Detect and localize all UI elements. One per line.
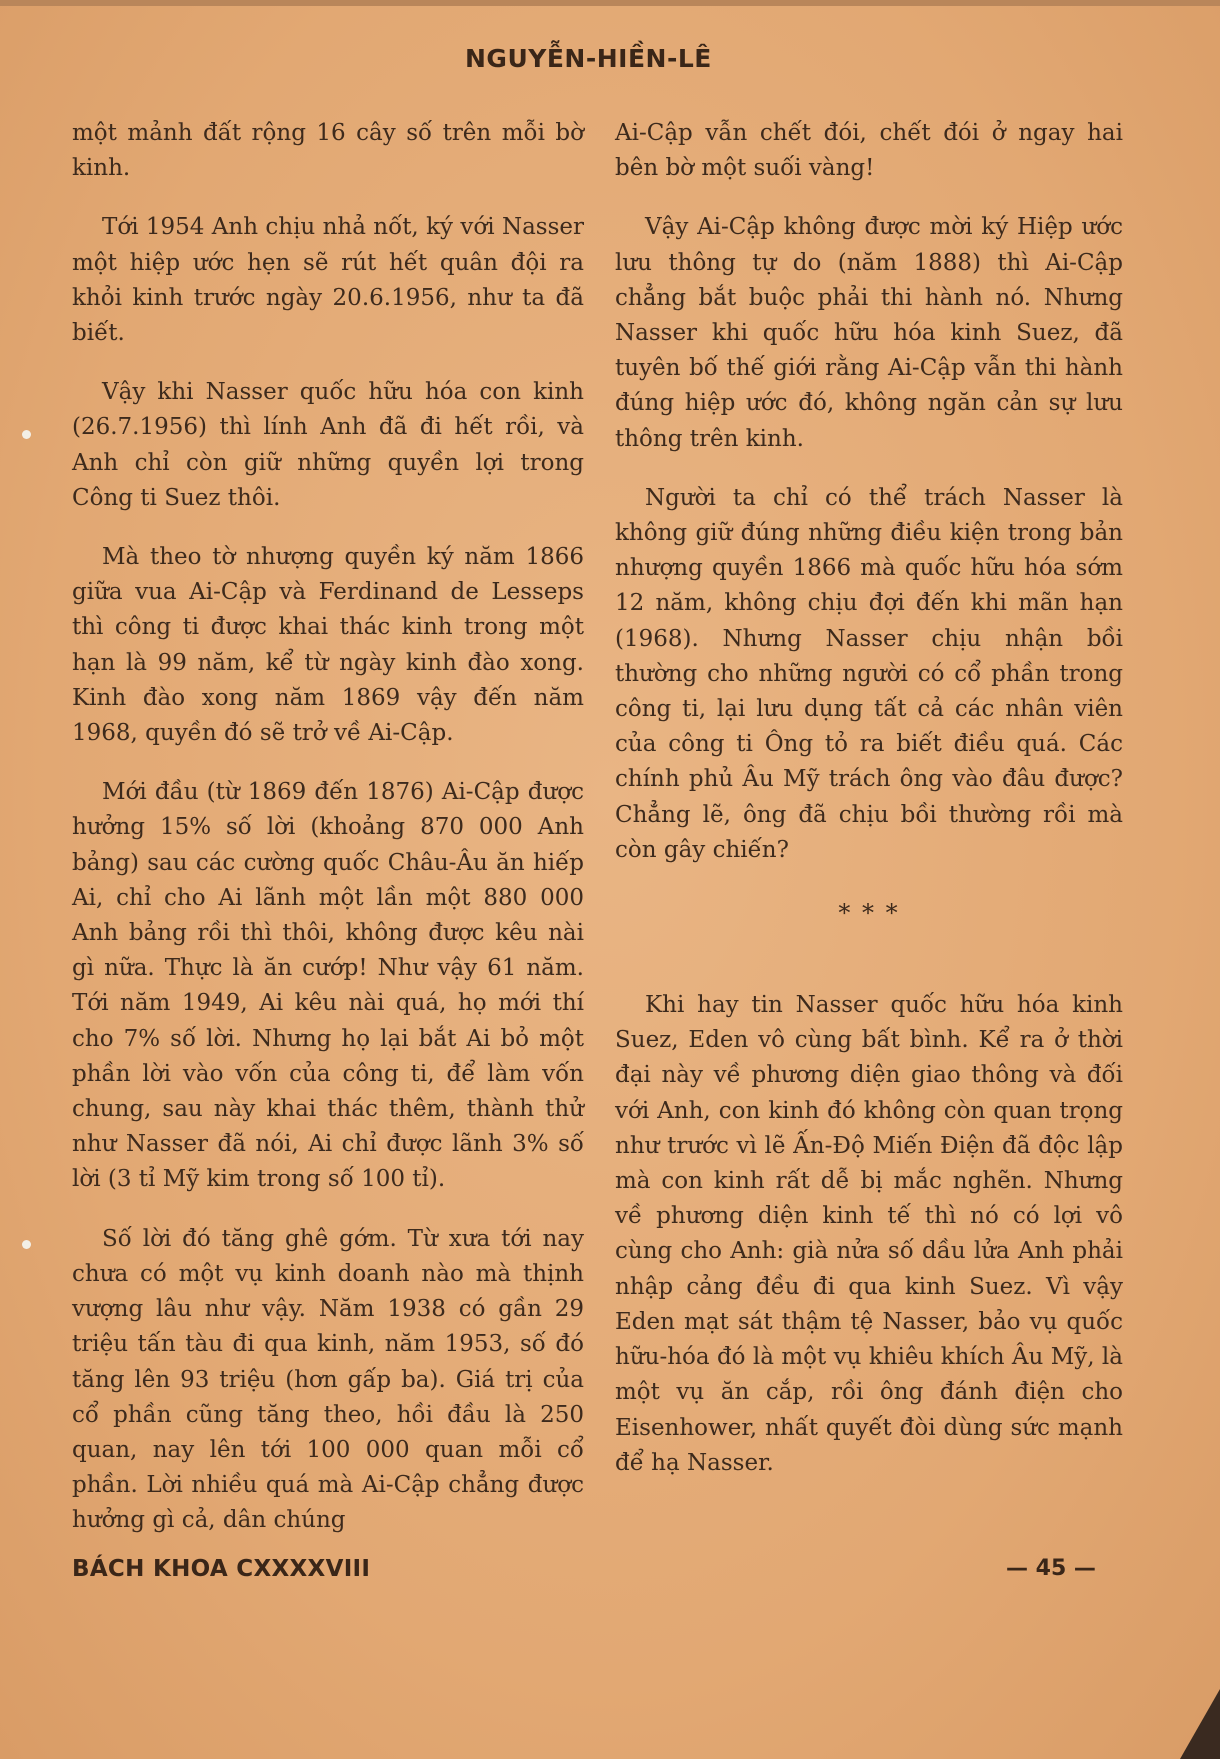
page-corner-fold: [1180, 1689, 1220, 1759]
page-number: — 45 —: [1006, 1556, 1096, 1581]
right-column: [615, 116, 1123, 1505]
publication-footer: BÁCH KHOA CXXXXVIII: [72, 1556, 371, 1582]
right-paragraph-4: Khi hay tin Nasser quốc hữu hóa kinh Suez, Eden vô cùng bất bình. Kể ra ở thời đại này về phương diện giao thông và đối với Anh, con kinh đó không còn quan trọng như trước vì lẽ Ấn-Độ Miến Điện đã độc lập mà con kinh rất dễ bị mắc nghẽn. Nhưng về phương diện kinh tế thì nó có lợi vô cùng cho Anh: già nửa số dầu lửa Anh phải nhập cảng đều đi qua kinh Suez. Vì vậy Eden mạt sát thậm tệ Nasser, bảo vụ quốc hữu-hóa đó là một vụ khiêu khích Âu Mỹ, là một vụ ăn cắp, rồi ông đánh điện cho Eisenhower, nhất quyết đòi dùng sức mạnh để hạ Nasser.: [615, 992, 1123, 1476]
right-paragraph-1: Ai-Cập vẫn chết đói, chết đói ở ngay hai bên bờ một suối vàng!: [615, 120, 1123, 182]
punch-hole: [22, 1240, 31, 1249]
left-paragraph-1: một mảnh đất rộng 16 cây số trên mỗi bờ kinh.: [72, 120, 584, 182]
left-paragraph-5: Mới đầu (từ 1869 đến 1876) Ai-Cập được hưởng 15% số lời (khoảng 870 000 Anh bảng) sau các cường quốc Châu-Âu ăn hiếp Ai, chỉ cho Ai lãnh một lần một 880 000 Anh bảng rồi thì thôi, không được kêu nài gì nữa. Thực là ăn cướp! Như vậy 61 năm. Tới năm 1949, Ai kêu nài quá, họ mới thí cho 7% số lời. Nhưng họ lại bắt Ai bỏ một phần lời vào vốn của công ti, để làm vốn chung, sau này khai thác thêm, thành thử như Nasser đã nói, Ai chỉ được lãnh 3% số lời (3 tỉ Mỹ kim trong số 100 tỉ).: [72, 779, 584, 1193]
left-paragraph-4: Mà theo tờ nhượng quyền ký năm 1866 giữa vua Ai-Cập và Ferdinand de Lesseps thì công ti được khai thác kinh trong một hạn là 99 năm, kể từ ngày kinh đào xong. Kinh đào xong năm 1869 vậy đến năm 1968, quyền đó sẽ trở về Ai-Cập.: [72, 544, 584, 747]
left-paragraph-2: Tới 1954 Anh chịu nhả nốt, ký với Nasser một hiệp ước hẹn sẽ rút hết quân đội ra khỏi kinh trước ngày 20.6.1956, như ta đã biết.: [72, 214, 584, 347]
left-paragraph-3: Vậy khi Nasser quốc hữu hóa con kinh (26.7.1956) thì lính Anh đã đi hết rồi, và Anh chỉ còn giữ những quyền lợi trong Công ti Suez thôi.: [72, 379, 584, 511]
left-column: [72, 116, 584, 1563]
running-head: NGUYỄN-HIỀN-LÊ: [465, 44, 712, 73]
right-paragraph-2: Vậy Ai-Cập không được mời ký Hiệp ước lưu thông tự do (năm 1888) thì Ai-Cập chẳng bắt buộc phải thi hành nó. Nhưng Nasser khi quốc hữu hóa kinh Suez, đã tuyên bố thế giới rằng Ai-Cập vẫn thi hành đúng hiệp ước đó, không ngăn cản sự lưu thông trên kinh.: [615, 214, 1123, 452]
section-divider: * * *: [838, 899, 900, 928]
punch-hole: [22, 430, 31, 439]
left-paragraph-6: Số lời đó tăng ghê gớm. Từ xưa tới nay chưa có một vụ kinh doanh nào mà thịnh vượng lâu như vậy. Năm 1938 có gần 29 triệu tấn tàu đi qua kinh, năm 1953, số đó tăng lên 93 triệu (hơn gấp ba). Giá trị của cổ phần cũng tăng theo, hồi đầu là 250 quan, nay lên tới 100 000 quan mỗi cổ phần. Lời nhiều quá mà Ai-Cập chẳng được hưởng gì cả, dân chúng: [72, 1225, 584, 1534]
right-paragraph-3: Người ta chỉ có thể trách Nasser là không giữ đúng những điều kiện trong bản nhượng quyền 1866 mà quốc hữu hóa sớm 12 năm, không chịu đợi đến khi mãn hạn (1968). Nhưng Nasser chịu nhận bồi thường cho những người có cổ phần trong công ti, lại lưu dụng tất cả các nhân viên của công ti Ông tỏ ra biết điều quá. Các chính phủ Âu Mỹ trách ông vào đâu được? Chẳng lẽ, ông đã chịu bồi thường rồi mà còn gây chiến?: [615, 484, 1123, 863]
